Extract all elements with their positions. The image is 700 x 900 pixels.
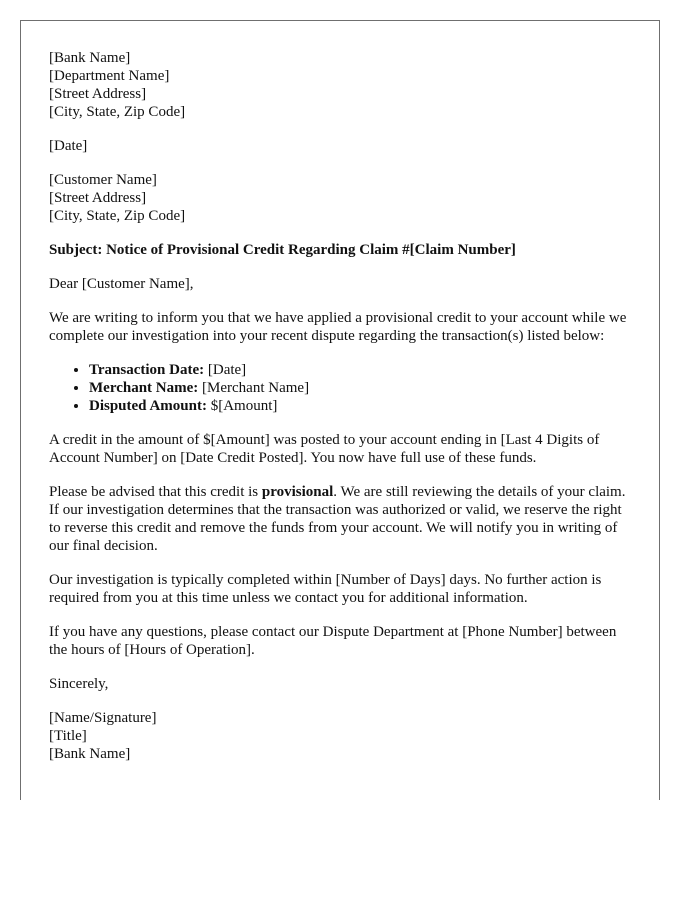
list-item <box>89 379 633 397</box>
detail-value: [Merchant Name] <box>198 380 310 396</box>
recipient-street: [Street Address] <box>49 190 147 206</box>
detail-label: Disputed Amount: <box>89 398 207 414</box>
sender-street: [Street Address] <box>49 86 147 102</box>
contact-paragraph: If you have any questions, please contact our Dispute Department at [Phone Number] between the hours of [Hours of Operation]. <box>49 624 617 658</box>
provisional-text-before: Please be advised that this credit is <box>49 484 262 500</box>
salutation: Dear [Customer Name], <box>49 276 194 292</box>
timeline-paragraph: Our investigation is typically completed within [Number of Days] days. No further action is required from you at this time unless we contact you for additional information. <box>49 572 602 606</box>
recipient-address <box>49 171 633 225</box>
detail-label: Transaction Date: <box>89 362 205 378</box>
detail-value: $[Amount] <box>206 398 278 414</box>
intro-paragraph: We are writing to inform you that we have applied a provisional credit to your account while we complete our investigation into your recent dispute regarding the transaction(s) listed below: <box>49 310 627 344</box>
sender-department: [Department Name] <box>49 68 170 84</box>
signature-block <box>49 709 633 763</box>
signature-bank: [Bank Name] <box>49 746 131 762</box>
provisional-paragraph <box>49 483 633 555</box>
subject-line: Subject: Notice of Provisional Credit Regarding Claim #[Claim Number] <box>49 242 516 258</box>
list-item <box>89 361 633 379</box>
detail-label: Merchant Name: <box>89 380 199 396</box>
sender-address <box>49 49 633 121</box>
transaction-details-list <box>49 361 633 415</box>
recipient-name: [Customer Name] <box>49 172 157 188</box>
detail-value: [Date] <box>204 362 247 378</box>
recipient-city-state-zip: [City, State, Zip Code] <box>49 208 186 224</box>
credit-paragraph: A credit in the amount of $[Amount] was posted to your account ending in [Last 4 Digits of Account Number] on [Date Credit Posted]. You now have full use of these funds. <box>49 432 600 466</box>
letter-page <box>20 20 660 800</box>
signature-title: [Title] <box>49 728 87 744</box>
provisional-emphasis: provisional <box>261 484 334 500</box>
sender-bank-name: [Bank Name] <box>49 50 131 66</box>
signature-name: [Name/Signature] <box>49 710 157 726</box>
letter-body <box>49 49 633 779</box>
sender-city-state-zip: [City, State, Zip Code] <box>49 104 186 120</box>
list-item <box>89 397 633 415</box>
provisional-text-after: . We are still reviewing the details of your claim. If our investigation determines that the transaction was authorized or valid, we reserve the right to reverse this credit and remove the funds from your account. We will notify you in writing of our final decision. <box>49 484 626 554</box>
closing: Sincerely, <box>49 676 109 692</box>
letter-date: [Date] <box>49 138 88 154</box>
